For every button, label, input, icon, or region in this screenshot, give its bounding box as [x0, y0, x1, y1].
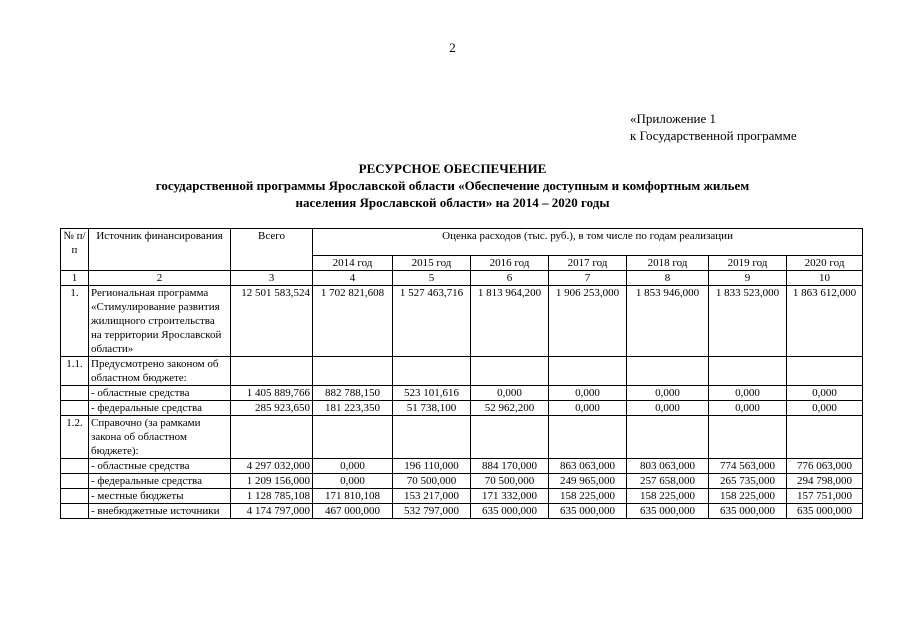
total-value	[231, 357, 313, 386]
year-value: 863 063,000	[549, 459, 627, 474]
year-value	[549, 416, 627, 459]
year-value: 0,000	[313, 474, 393, 489]
total-value: 12 501 583,524	[231, 286, 313, 357]
year-value	[709, 357, 787, 386]
table-row	[61, 474, 863, 489]
year-value: 523 101,616	[393, 386, 471, 401]
year-value: 52 962,200	[471, 401, 549, 416]
year-value: 776 063,000	[787, 459, 863, 474]
year-value: 882 788,150	[313, 386, 393, 401]
row-number: 1.2.	[61, 416, 89, 459]
year-value: 1 833 523,000	[709, 286, 787, 357]
year-value	[393, 416, 471, 459]
table-row	[61, 459, 863, 474]
row-number: 1.	[61, 286, 89, 357]
year-value: 635 000,000	[471, 504, 549, 519]
appendix-line-2: к Государственной программе	[630, 128, 797, 143]
year-value	[627, 357, 709, 386]
funding-source: - областные средства	[89, 459, 231, 474]
year-value: 1 853 946,000	[627, 286, 709, 357]
column-number: 4	[313, 271, 393, 286]
title-line-1: РЕСУРСНОЕ ОБЕСПЕЧЕНИЕ	[358, 161, 547, 176]
year-value	[787, 357, 863, 386]
year-value: 158 225,000	[627, 489, 709, 504]
table-body	[61, 286, 863, 519]
header-year: 2018 год	[627, 256, 709, 271]
year-value: 153 217,000	[393, 489, 471, 504]
year-value	[627, 416, 709, 459]
total-value: 285 923,650	[231, 401, 313, 416]
year-value: 1 863 612,000	[787, 286, 863, 357]
year-value: 1 906 253,000	[549, 286, 627, 357]
header-estimate: Оценка расходов (тыс. руб.), в том числе по годам реализации	[313, 229, 863, 256]
year-value: 249 965,000	[549, 474, 627, 489]
header-year: 2020 год	[787, 256, 863, 271]
year-value: 158 225,000	[709, 489, 787, 504]
year-value: 181 223,350	[313, 401, 393, 416]
column-number: 3	[231, 271, 313, 286]
year-value	[471, 357, 549, 386]
header-year: 2016 год	[471, 256, 549, 271]
year-value: 157 751,000	[787, 489, 863, 504]
row-number	[61, 386, 89, 401]
column-number: 7	[549, 271, 627, 286]
year-value: 635 000,000	[627, 504, 709, 519]
column-number-row	[61, 271, 863, 286]
year-value: 0,000	[471, 386, 549, 401]
year-value	[787, 416, 863, 459]
row-number	[61, 489, 89, 504]
year-value: 803 063,000	[627, 459, 709, 474]
year-value: 0,000	[709, 386, 787, 401]
column-number: 2	[89, 271, 231, 286]
year-value: 635 000,000	[549, 504, 627, 519]
row-number	[61, 474, 89, 489]
header-row-1	[61, 229, 863, 256]
year-value: 257 658,000	[627, 474, 709, 489]
year-value: 0,000	[627, 401, 709, 416]
resource-table	[60, 228, 863, 519]
year-value: 171 810,108	[313, 489, 393, 504]
column-number: 10	[787, 271, 863, 286]
year-value: 884 170,000	[471, 459, 549, 474]
year-value: 467 000,000	[313, 504, 393, 519]
row-number	[61, 459, 89, 474]
year-value: 0,000	[627, 386, 709, 401]
table-row	[61, 504, 863, 519]
row-number: 1.1.	[61, 357, 89, 386]
year-value: 1 702 821,608	[313, 286, 393, 357]
year-value: 635 000,000	[787, 504, 863, 519]
year-value: 171 332,000	[471, 489, 549, 504]
table-row	[61, 357, 863, 386]
table-row	[61, 286, 863, 357]
funding-source: - местные бюджеты	[89, 489, 231, 504]
funding-source: Справочно (за рамками закона об областном бюджете):	[89, 416, 231, 459]
appendix-line-1: «Приложение 1	[630, 111, 717, 126]
funding-source: - федеральные средства	[89, 401, 231, 416]
year-value	[313, 357, 393, 386]
funding-source: Региональная программа «Стимулирование развития жилищного строительства на территории Ярославской области»	[89, 286, 231, 357]
column-number: 6	[471, 271, 549, 286]
year-value: 0,000	[787, 401, 863, 416]
year-value: 0,000	[549, 386, 627, 401]
total-value: 4 174 797,000	[231, 504, 313, 519]
year-value: 0,000	[787, 386, 863, 401]
year-value: 70 500,000	[393, 474, 471, 489]
year-value: 1 813 964,200	[471, 286, 549, 357]
column-number: 1	[61, 271, 89, 286]
header-year: 2015 год	[393, 256, 471, 271]
title-line-2: государственной программы Ярославской области «Обеспечение доступным и комфортным жильем	[155, 178, 750, 193]
year-value: 0,000	[549, 401, 627, 416]
year-value: 635 000,000	[709, 504, 787, 519]
header-year: 2017 год	[549, 256, 627, 271]
funding-source: Предусмотрено законом об областном бюджете:	[89, 357, 231, 386]
year-value	[471, 416, 549, 459]
year-value: 294 798,000	[787, 474, 863, 489]
year-value	[313, 416, 393, 459]
header-total: Всего	[231, 229, 313, 271]
title-line-3: населения Ярославской области» на 2014 – 2020 годы	[295, 195, 610, 210]
funding-source: - областные средства	[89, 386, 231, 401]
funding-source: - федеральные средства	[89, 474, 231, 489]
year-value: 0,000	[709, 401, 787, 416]
column-number: 5	[393, 271, 471, 286]
header-num: № п/п	[61, 229, 89, 271]
year-value: 196 110,000	[393, 459, 471, 474]
header-source: Источник финансирования	[89, 229, 231, 271]
year-value: 70 500,000	[471, 474, 549, 489]
header-year: 2014 год	[313, 256, 393, 271]
row-number	[61, 504, 89, 519]
year-value: 1 527 463,716	[393, 286, 471, 357]
row-number	[61, 401, 89, 416]
page-number: 2	[449, 40, 456, 55]
year-value	[549, 357, 627, 386]
funding-source: - внебюджетные источники	[89, 504, 231, 519]
year-value: 532 797,000	[393, 504, 471, 519]
appendix-note	[630, 110, 797, 144]
year-value: 774 563,000	[709, 459, 787, 474]
document-title	[0, 160, 905, 211]
header-year: 2019 год	[709, 256, 787, 271]
year-value: 158 225,000	[549, 489, 627, 504]
table-row	[61, 416, 863, 459]
year-value: 0,000	[313, 459, 393, 474]
total-value: 1 405 889,766	[231, 386, 313, 401]
total-value: 1 209 156,000	[231, 474, 313, 489]
total-value	[231, 416, 313, 459]
table-row	[61, 489, 863, 504]
total-value: 1 128 785,108	[231, 489, 313, 504]
year-value: 51 738,100	[393, 401, 471, 416]
total-value: 4 297 032,000	[231, 459, 313, 474]
year-value	[709, 416, 787, 459]
column-number: 8	[627, 271, 709, 286]
year-value	[393, 357, 471, 386]
column-number: 9	[709, 271, 787, 286]
table-row	[61, 401, 863, 416]
year-value: 265 735,000	[709, 474, 787, 489]
table-row	[61, 386, 863, 401]
